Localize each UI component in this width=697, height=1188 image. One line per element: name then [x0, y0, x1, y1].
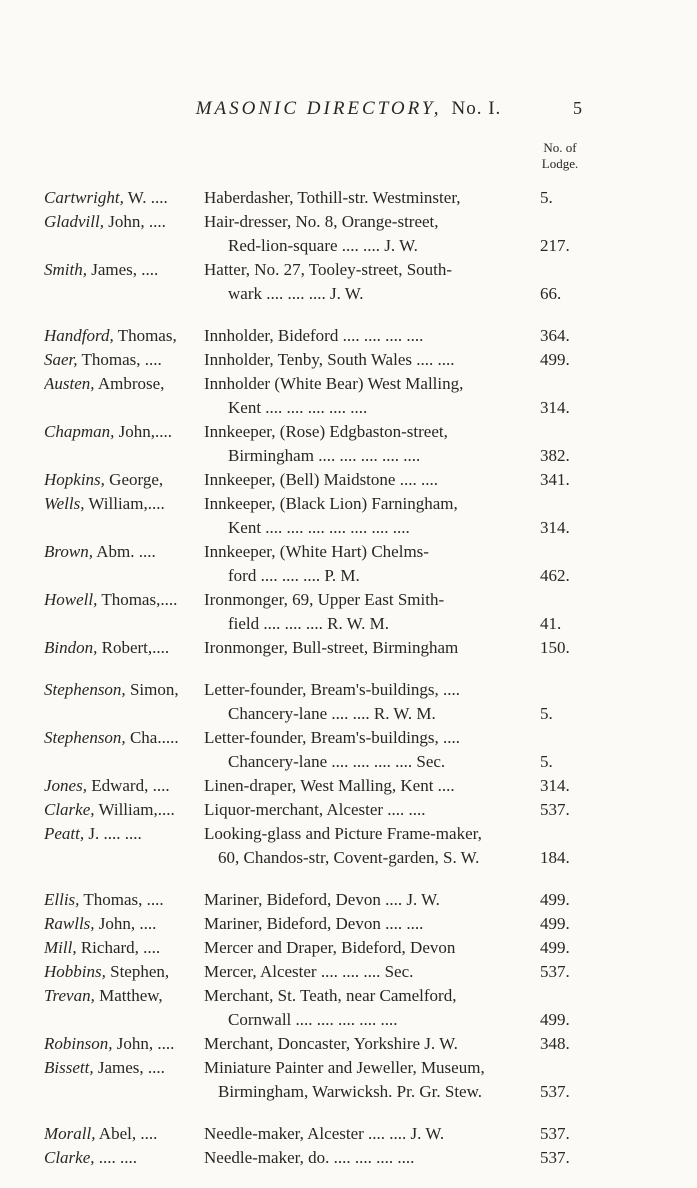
- member-surname: Jones,: [44, 776, 87, 795]
- page-number: 5: [573, 98, 582, 118]
- directory-entries: [0, 186, 697, 1188]
- entry-line: [0, 726, 697, 750]
- entry-line: [0, 492, 697, 516]
- lodge-number: 537.: [540, 1082, 570, 1101]
- entry-line: [0, 636, 697, 660]
- member-forename: Thomas,: [117, 326, 177, 345]
- member-forename: Ambrose,: [97, 374, 165, 393]
- entry-line: [0, 912, 697, 936]
- lodge-number: 5.: [540, 752, 553, 771]
- member-name: [44, 492, 208, 516]
- lodge-number: 5.: [540, 704, 553, 723]
- directory-entry: [0, 678, 697, 726]
- entry-line: [0, 750, 697, 774]
- member-forename: Stephen,: [110, 962, 170, 981]
- occupation-address: Chancery-lane .... .... .... .... Sec.: [228, 752, 446, 771]
- member-forename: Cha.....: [129, 728, 179, 747]
- occupation-address: Innkeeper, (White Hart) Chelms-: [204, 542, 429, 561]
- entry-group: [0, 678, 697, 870]
- member-forename: W. ....: [127, 188, 168, 207]
- entry-line: [0, 540, 697, 564]
- occupation-address: Red-lion-square .... .... J. W.: [228, 236, 418, 255]
- member-surname: Morall,: [44, 1124, 96, 1143]
- entry-line: [0, 888, 697, 912]
- member-surname: Smith,: [44, 260, 87, 279]
- entry-line: [0, 234, 697, 258]
- entry-line: [0, 774, 697, 798]
- member-name: [44, 636, 208, 660]
- directory-entry: [0, 540, 697, 588]
- occupation-address: Innkeeper, (Rose) Edgbaston-street,: [204, 422, 448, 441]
- lodge-number: 341.: [540, 470, 570, 489]
- member-forename: Simon,: [129, 680, 179, 699]
- member-name: [44, 588, 208, 612]
- occupation-address: Hair-dresser, No. 8, Orange-street,: [204, 212, 439, 231]
- directory-entry: [0, 420, 697, 468]
- entry-line: [0, 936, 697, 960]
- lodge-number: 5.: [540, 188, 553, 207]
- member-name: [44, 540, 208, 564]
- member-name: [44, 1032, 208, 1056]
- entry-group: [0, 888, 697, 1104]
- lodge-number: 499.: [540, 938, 570, 957]
- member-forename: Thomas, ....: [83, 890, 164, 909]
- occupation-address: Mercer, Alcester .... .... .... Sec.: [204, 962, 414, 981]
- entry-line: [0, 588, 697, 612]
- member-name: [44, 774, 208, 798]
- directory-entry: [0, 798, 697, 822]
- occupation-address: Birmingham, Warwicksh. Pr. Gr. Stew.: [218, 1082, 483, 1101]
- entry-group: [0, 186, 697, 306]
- member-forename: Thomas,....: [101, 590, 178, 609]
- entry-line: [0, 1080, 697, 1104]
- occupation-address: Mercer and Draper, Bideford, Devon: [204, 938, 456, 957]
- directory-entry: [0, 258, 697, 306]
- occupation-address: Merchant, St. Teath, near Camelford,: [204, 986, 457, 1005]
- member-name: [44, 324, 208, 348]
- entry-line: [0, 348, 697, 372]
- member-forename: .... ....: [98, 1148, 138, 1167]
- member-forename: Richard, ....: [80, 938, 161, 957]
- lodge-number: 462.: [540, 566, 570, 585]
- entry-line: [0, 516, 697, 540]
- member-surname: Ellis,: [44, 890, 80, 909]
- member-surname: Saer,: [44, 350, 78, 369]
- member-surname: Trevan,: [44, 986, 95, 1005]
- member-forename: Abel, ....: [98, 1124, 158, 1143]
- member-forename: Robert,....: [101, 638, 170, 657]
- occupation-address: Liquor-merchant, Alcester .... ....: [204, 800, 426, 819]
- member-name: [44, 984, 208, 1008]
- directory-entry: [0, 324, 697, 348]
- member-forename: Edward, ....: [91, 776, 170, 795]
- lodge-number: 314.: [540, 518, 570, 537]
- entry-line: [0, 258, 697, 282]
- entry-line: [0, 1146, 697, 1170]
- member-surname: Chapman,: [44, 422, 115, 441]
- entry-group: [0, 1122, 697, 1170]
- member-surname: Stephenson,: [44, 728, 126, 747]
- occupation-address: Innholder (White Bear) West Malling,: [204, 374, 464, 393]
- entry-line: [0, 468, 697, 492]
- entry-line: [0, 282, 697, 306]
- member-forename: James, ....: [91, 260, 159, 279]
- directory-entry: [0, 936, 697, 960]
- lodge-number: 314.: [540, 398, 570, 417]
- entry-line: [0, 444, 697, 468]
- entry-line: [0, 798, 697, 822]
- member-name: [44, 348, 208, 372]
- directory-entry: [0, 1056, 697, 1104]
- member-surname: Brown,: [44, 542, 93, 561]
- directory-entry: [0, 348, 697, 372]
- member-name: [44, 258, 208, 282]
- member-name: [44, 468, 208, 492]
- member-name: [44, 420, 208, 444]
- directory-entry: [0, 186, 697, 210]
- entry-line: [0, 1122, 697, 1146]
- occupation-address: Hatter, No. 27, Tooley-street, South-: [204, 260, 453, 279]
- lodge-number: 66.: [540, 284, 562, 303]
- occupation-address: Mariner, Bideford, Devon .... J. W.: [204, 890, 440, 909]
- lodge-number: 537.: [540, 1148, 570, 1167]
- entry-line: [0, 396, 697, 420]
- member-name: [44, 822, 208, 846]
- member-surname: Bissett,: [44, 1058, 94, 1077]
- lodge-number: 499.: [540, 890, 570, 909]
- member-forename: William,....: [98, 800, 175, 819]
- occupation-address: Looking-glass and Picture Frame-maker,: [204, 824, 482, 843]
- directory-entry: [0, 492, 697, 540]
- occupation-address: ford .... .... .... P. M.: [228, 566, 360, 585]
- directory-entry: [0, 372, 697, 420]
- member-forename: James, ....: [97, 1058, 165, 1077]
- member-surname: Rawlls,: [44, 914, 95, 933]
- occupation-address: Needle-maker, do. .... .... .... ....: [204, 1148, 415, 1167]
- member-name: [44, 186, 208, 210]
- member-surname: Peatt,: [44, 824, 85, 843]
- member-name: [44, 726, 208, 750]
- occupation-address: Cornwall .... .... .... .... ....: [228, 1010, 398, 1029]
- occupation-address: Haberdasher, Tothill-str. Westminster,: [204, 188, 461, 207]
- lodge-header-line2: Lodge.: [541, 156, 579, 171]
- member-forename: George,: [109, 470, 164, 489]
- occupation-address: Innholder, Bideford .... .... .... ....: [204, 326, 424, 345]
- entry-line: [0, 324, 697, 348]
- entry-line: [0, 678, 697, 702]
- occupation-address: Kent .... .... .... .... .... .... ....: [228, 518, 410, 537]
- occupation-address: wark .... .... .... J. W.: [228, 284, 364, 303]
- lodge-number: 537.: [540, 800, 570, 819]
- member-surname: Mill,: [44, 938, 77, 957]
- lodge-number: 537.: [540, 1124, 570, 1143]
- member-name: [44, 798, 208, 822]
- directory-entry: [0, 636, 697, 660]
- directory-entry: [0, 588, 697, 636]
- occupation-address: Letter-founder, Bream's-buildings, ....: [204, 728, 461, 747]
- member-name: [44, 1056, 208, 1080]
- member-name: [44, 960, 208, 984]
- member-surname: Robinson,: [44, 1034, 113, 1053]
- directory-entry: [0, 984, 697, 1032]
- occupation-address: Miniature Painter and Jeweller, Museum,: [204, 1058, 485, 1077]
- lodge-number: 364.: [540, 326, 570, 345]
- lodge-number: 537.: [540, 962, 570, 981]
- occupation-address: Birmingham .... .... .... .... ....: [228, 446, 421, 465]
- directory-entry: [0, 960, 697, 984]
- entry-line: [0, 612, 697, 636]
- entry-group: [0, 324, 697, 660]
- member-name: [44, 1122, 208, 1146]
- member-surname: Howell,: [44, 590, 98, 609]
- lodge-number: 382.: [540, 446, 570, 465]
- lodge-header-line1: No. of: [543, 140, 577, 155]
- entry-line: [0, 1032, 697, 1056]
- occupation-address: Mariner, Bideford, Devon .... ....: [204, 914, 424, 933]
- lodge-number: 499.: [540, 1010, 570, 1029]
- member-forename: Thomas, ....: [81, 350, 162, 369]
- directory-entry: [0, 210, 697, 258]
- member-forename: John, ....: [108, 212, 166, 231]
- occupation-address: Ironmonger, 69, Upper East Smith-: [204, 590, 445, 609]
- occupation-address: Innkeeper, (Black Lion) Farningham,: [204, 494, 458, 513]
- member-name: [44, 210, 208, 234]
- occupation-address: field .... .... .... R. W. M.: [228, 614, 390, 633]
- member-forename: John, ....: [116, 1034, 175, 1053]
- occupation-address: Letter-founder, Bream's-buildings, ....: [204, 680, 461, 699]
- member-surname: Clarke,: [44, 1148, 95, 1167]
- member-name: [44, 678, 208, 702]
- directory-entry: [0, 912, 697, 936]
- member-surname: Hopkins,: [44, 470, 105, 489]
- member-name: [44, 1146, 208, 1170]
- occupation-address: Innholder, Tenby, South Wales .... ....: [204, 350, 455, 369]
- member-forename: John, ....: [98, 914, 157, 933]
- member-surname: Stephenson,: [44, 680, 126, 699]
- directory-entry: [0, 468, 697, 492]
- occupation-address: Innkeeper, (Bell) Maidstone .... ....: [204, 470, 438, 489]
- directory-entry: [0, 822, 697, 870]
- member-surname: Cartwright,: [44, 188, 124, 207]
- member-surname: Gladvill,: [44, 212, 104, 231]
- member-surname: Austen,: [44, 374, 95, 393]
- running-head: [0, 98, 697, 120]
- lodge-number: 499.: [540, 914, 570, 933]
- lodge-number: 150.: [540, 638, 570, 657]
- directory-entry: [0, 1032, 697, 1056]
- occupation-address: Ironmonger, Bull-street, Birmingham: [204, 638, 459, 657]
- entry-line: [0, 210, 697, 234]
- lodge-number: 499.: [540, 350, 570, 369]
- entry-line: [0, 984, 697, 1008]
- directory-entry: [0, 1146, 697, 1170]
- running-head-number: No. I.: [451, 98, 502, 119]
- member-surname: Hobbins,: [44, 962, 106, 981]
- entry-line: [0, 564, 697, 588]
- directory-entry: [0, 726, 697, 774]
- directory-entry: [0, 888, 697, 912]
- lodge-number: 217.: [540, 236, 570, 255]
- entry-line: [0, 186, 697, 210]
- entry-line: [0, 702, 697, 726]
- member-forename: John,....: [118, 422, 172, 441]
- member-name: [44, 888, 208, 912]
- member-surname: Wells,: [44, 494, 85, 513]
- occupation-address: Needle-maker, Alcester .... .... J. W.: [204, 1124, 445, 1143]
- running-head-title: MASONIC DIRECTORY,: [195, 98, 442, 119]
- occupation-address: 60, Chandos-str, Covent-garden, S. W.: [218, 848, 480, 867]
- entry-line: [0, 420, 697, 444]
- member-forename: William,....: [88, 494, 165, 513]
- occupation-address: Merchant, Doncaster, Yorkshire J. W.: [204, 1034, 458, 1053]
- entry-line: [0, 960, 697, 984]
- lodge-number: 41.: [540, 614, 562, 633]
- lodge-number: 314.: [540, 776, 570, 795]
- occupation-address: Kent .... .... .... .... ....: [228, 398, 368, 417]
- entry-line: [0, 1008, 697, 1032]
- member-forename: Abm. ....: [96, 542, 156, 561]
- member-forename: Matthew,: [99, 986, 163, 1005]
- entry-line: [0, 846, 697, 870]
- entry-line: [0, 822, 697, 846]
- directory-entry: [0, 1122, 697, 1146]
- member-name: [44, 936, 208, 960]
- lodge-number: 348.: [540, 1034, 570, 1053]
- occupation-address: Chancery-lane .... .... R. W. M.: [228, 704, 436, 723]
- member-surname: Bindon,: [44, 638, 98, 657]
- member-name: [44, 372, 208, 396]
- lodge-column-header: [530, 140, 590, 172]
- member-name: [44, 912, 208, 936]
- member-surname: Clarke,: [44, 800, 95, 819]
- entry-line: [0, 1056, 697, 1080]
- member-surname: Handford,: [44, 326, 114, 345]
- lodge-number: 184.: [540, 848, 570, 867]
- member-forename: J. .... ....: [88, 824, 142, 843]
- directory-entry: [0, 774, 697, 798]
- occupation-address: Linen-draper, West Malling, Kent ....: [204, 776, 455, 795]
- entry-line: [0, 372, 697, 396]
